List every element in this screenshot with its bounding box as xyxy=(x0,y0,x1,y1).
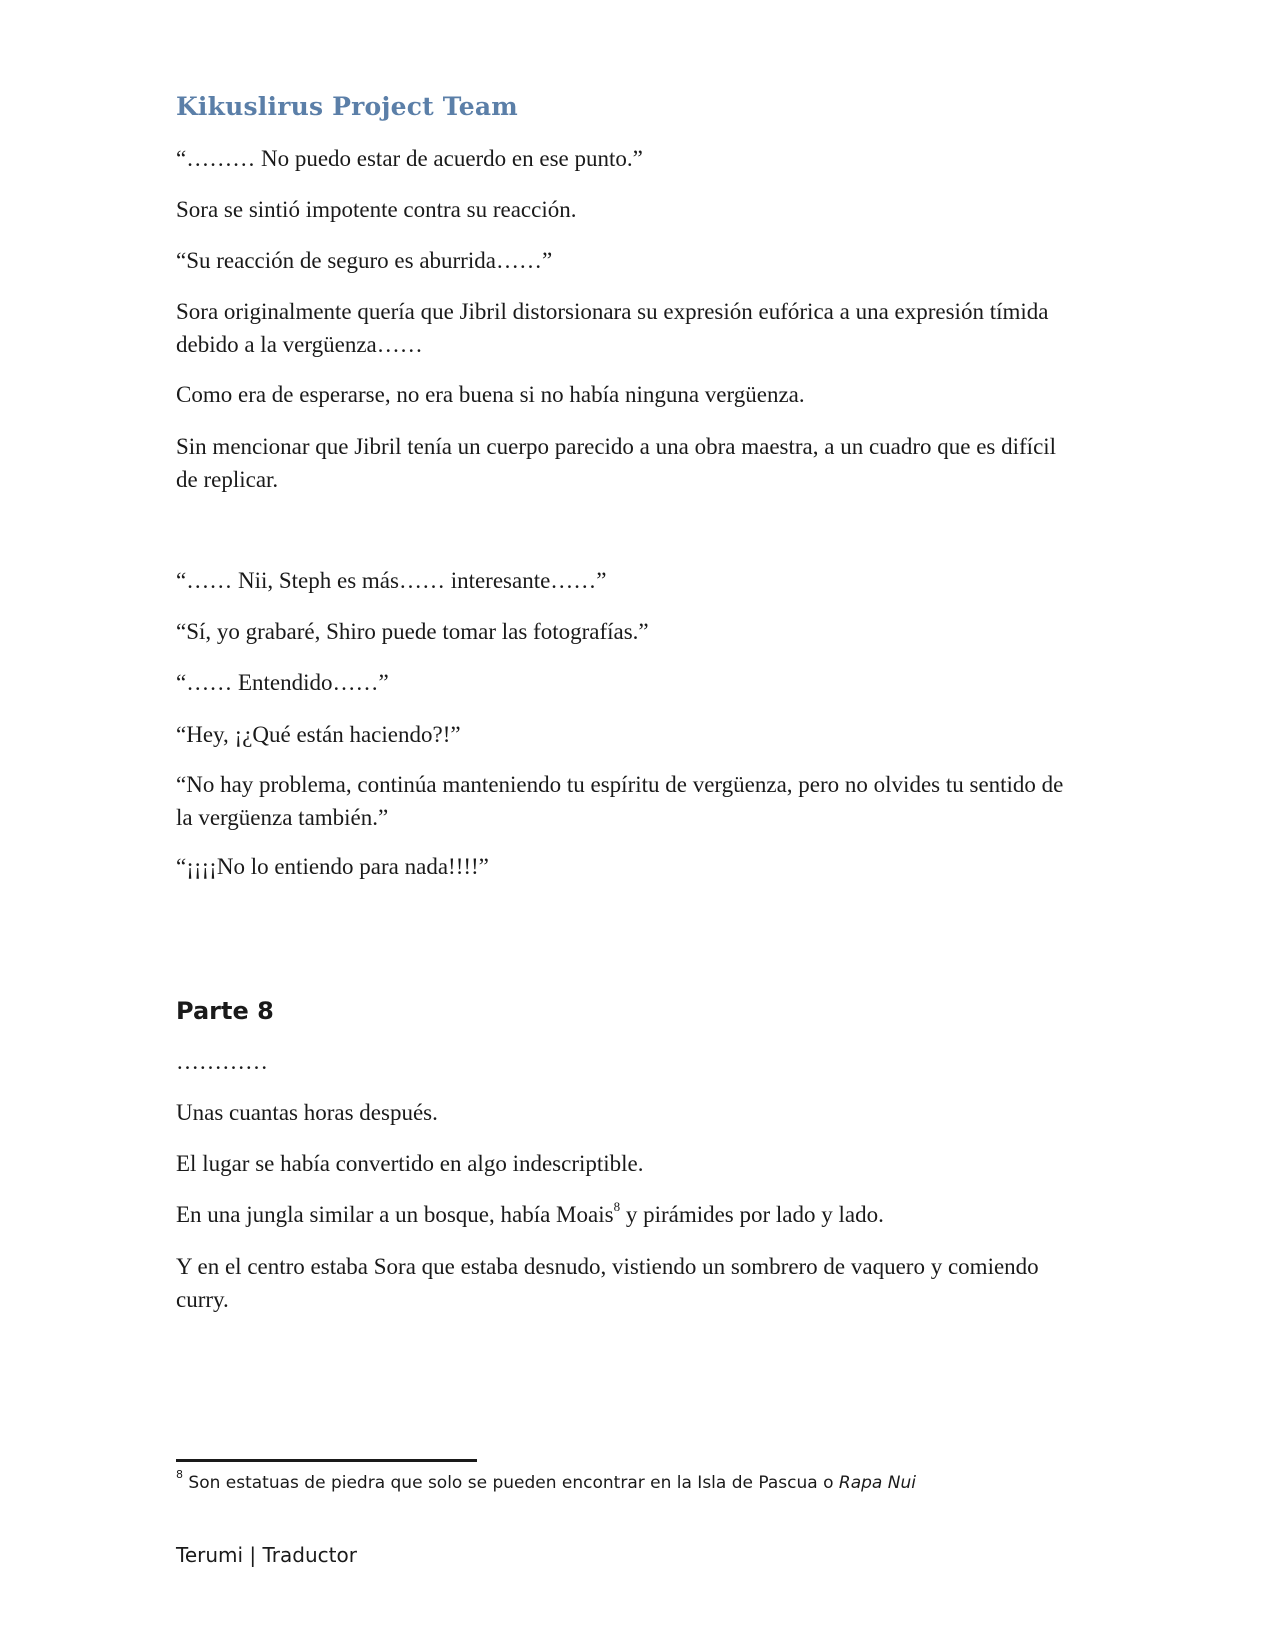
footnote-reference[interactable]: 8 xyxy=(613,1199,621,1215)
paragraph: El lugar se había convertido en algo indescriptible. xyxy=(176,1151,644,1176)
paragraph: Y en el centro estaba Sora que estaba desnudo, vistiendo un sombrero de vaquero y comiendo curry. xyxy=(176,1254,1039,1312)
paragraph: “No hay problema, continúa manteniendo tu espíritu de vergüenza, pero no olvides tu sentido de la vergüenza también.” xyxy=(176,772,1064,830)
paragraph: “…… Nii, Steph es más…… interesante……” xyxy=(176,568,607,593)
page-header: Kikuslirus Project Team xyxy=(176,92,518,121)
paragraph-text: En una jungla similar a un bosque, había Moais xyxy=(176,1202,614,1227)
paragraph: “…… Entendido……” xyxy=(176,670,389,695)
footnote xyxy=(176,1468,916,1493)
paragraph: Como era de esperarse, no era buena si no había ninguna vergüenza. xyxy=(176,382,805,407)
paragraph: Sora originalmente quería que Jibril distorsionara su expresión eufórica a una expresión tímida debido a la vergüenza…… xyxy=(176,299,1049,357)
paragraph: “Su reacción de seguro es aburrida……” xyxy=(176,248,553,273)
paragraph: “Hey, ¡¿Qué están haciendo?!” xyxy=(176,722,461,747)
section-heading: Parte 8 xyxy=(176,997,274,1025)
paragraph: Sora se sintió impotente contra su reacción. xyxy=(176,197,577,222)
page-footer: Terumi | Traductor xyxy=(176,1543,357,1567)
paragraph: Sin mencionar que Jibril tenía un cuerpo parecido a una obra maestra, a un cuadro que es difícil de replicar. xyxy=(176,434,1057,492)
paragraph: “……… No puedo estar de acuerdo en ese punto.” xyxy=(176,146,643,171)
paragraph: Unas cuantas horas después. xyxy=(176,1100,438,1125)
ellipsis-line: ………… xyxy=(176,1049,268,1074)
paragraph-text: y pirámides por lado y lado. xyxy=(620,1202,884,1227)
paragraph: “¡¡¡¡No lo entiendo para nada!!!!” xyxy=(176,854,489,879)
paragraph-with-footnote-ref xyxy=(176,1198,1076,1231)
paragraph: “Sí, yo grabaré, Shiro puede tomar las fotografías.” xyxy=(176,619,649,644)
footnote-separator xyxy=(176,1459,477,1462)
footnote-text: Son estatuas de piedra que solo se pueden encontrar en la Isla de Pascua o xyxy=(183,1473,839,1493)
footnote-number: 8 xyxy=(176,1468,183,1482)
footnote-italic-text: Rapa Nui xyxy=(838,1473,916,1493)
